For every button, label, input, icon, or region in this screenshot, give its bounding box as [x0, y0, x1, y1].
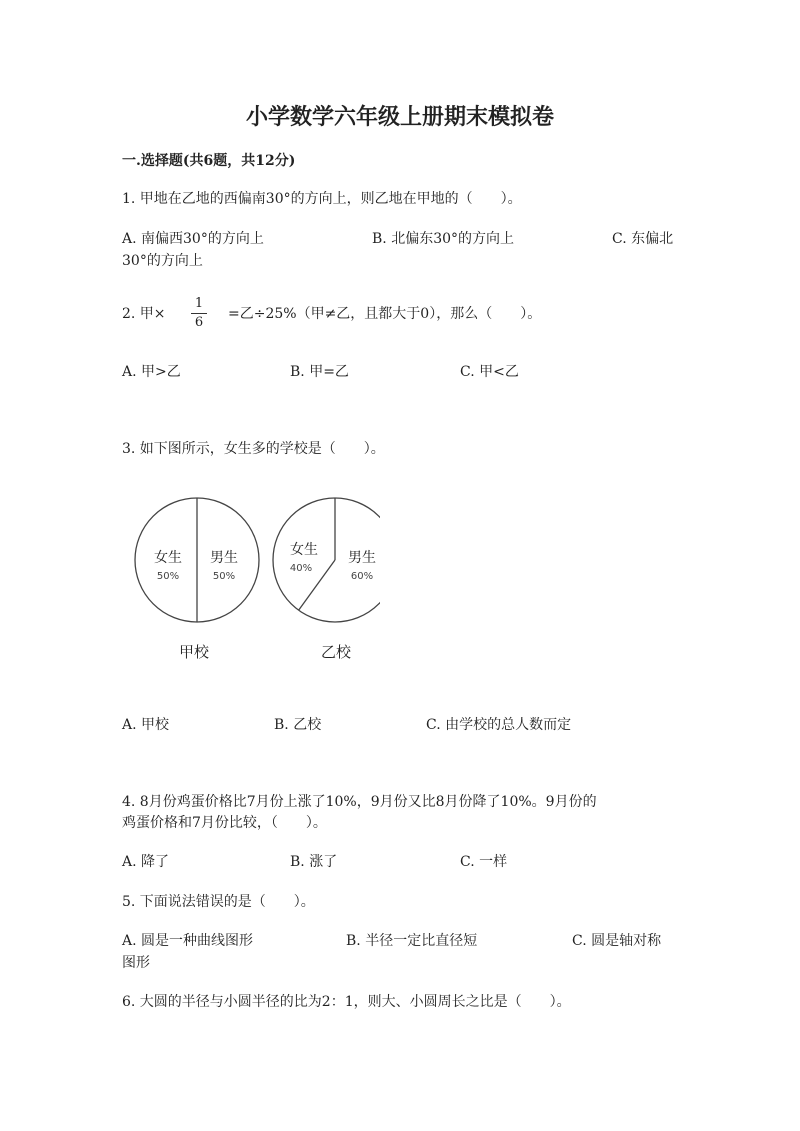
girls-percent-jia: 50% [156, 571, 180, 582]
boys-label-yi: 男生 [348, 550, 376, 566]
q5-stem: 5. 下面说法错误的是（ ）。 [122, 894, 315, 910]
q1-option-c[interactable]: C. 东偏北 [612, 231, 674, 247]
fraction-bar [191, 313, 207, 314]
q1-stem: 1. 甲地在乙地的西偏南30°的方向上，则乙地在甲地的（ ）。 [122, 191, 522, 207]
q5-option-a[interactable]: A. 圆是一种曲线图形 [122, 933, 254, 949]
q4-stem-continued: 鸡蛋价格和7月份比较，（ ）。 [122, 815, 327, 831]
boys-label-jia: 男生 [210, 550, 238, 566]
q6-stem: 6. 大圆的半径与小圆半径的比为2：1，则大、小圆周长之比是（ ）。 [122, 994, 571, 1010]
pie-school-jia [135, 498, 259, 661]
q2-stem-end: =乙÷25%（甲≠乙，且都大于0），那么（ ）。 [228, 306, 542, 322]
fraction-numerator: 1 [194, 296, 204, 311]
pie-charts-figure [120, 490, 380, 680]
q1-option-a[interactable]: A. 南偏西30°的方向上 [122, 231, 264, 247]
boys-percent-jia: 50% [212, 571, 236, 582]
q4-option-a[interactable]: A. 降了 [122, 854, 170, 870]
q5-option-c-continued: 图形 [122, 955, 150, 971]
q2-stem-start: 2. 甲× [122, 306, 166, 322]
q1-option-b[interactable]: B. 北偏东30°的方向上 [372, 231, 515, 247]
q3-option-a[interactable]: A. 甲校 [122, 717, 170, 733]
q2-fraction [191, 296, 207, 331]
q4-stem: 4. 8月份鸡蛋价格比7月份上涨了10%，9月份又比8月份降了10%。9月份的 [122, 794, 597, 810]
pie-school-yi [273, 498, 380, 661]
girls-label-jia: 女生 [154, 550, 182, 566]
school-label-yi: 乙校 [320, 643, 352, 661]
q3-option-c[interactable]: C. 由学校的总人数而定 [426, 717, 572, 733]
q5-option-b[interactable]: B. 半径一定比直径短 [346, 933, 478, 949]
school-label-jia: 甲校 [178, 643, 210, 661]
page-title: 小学数学六年级上册期末模拟卷 [245, 104, 554, 130]
q1-option-c-continued: 30°的方向上 [122, 253, 203, 269]
section-heading: 一.选择题(共6题，共12分) [122, 153, 296, 169]
q5-option-c[interactable]: C. 圆是轴对称 [572, 933, 662, 949]
girls-label-yi: 女生 [290, 542, 318, 558]
boys-percent-yi: 60% [350, 571, 374, 582]
q4-option-b[interactable]: B. 涨了 [290, 854, 338, 870]
q2-option-b[interactable]: B. 甲=乙 [290, 364, 349, 380]
girls-percent-yi: 40% [289, 563, 313, 574]
q4-option-c[interactable]: C. 一样 [460, 854, 508, 870]
q2-option-c[interactable]: C. 甲<乙 [460, 364, 519, 380]
fraction-denominator: 6 [194, 315, 204, 330]
q2-option-a[interactable]: A. 甲>乙 [122, 364, 181, 380]
q3-stem: 3. 如下图所示，女生多的学校是（ ）。 [122, 441, 385, 457]
q3-option-b[interactable]: B. 乙校 [274, 717, 322, 733]
